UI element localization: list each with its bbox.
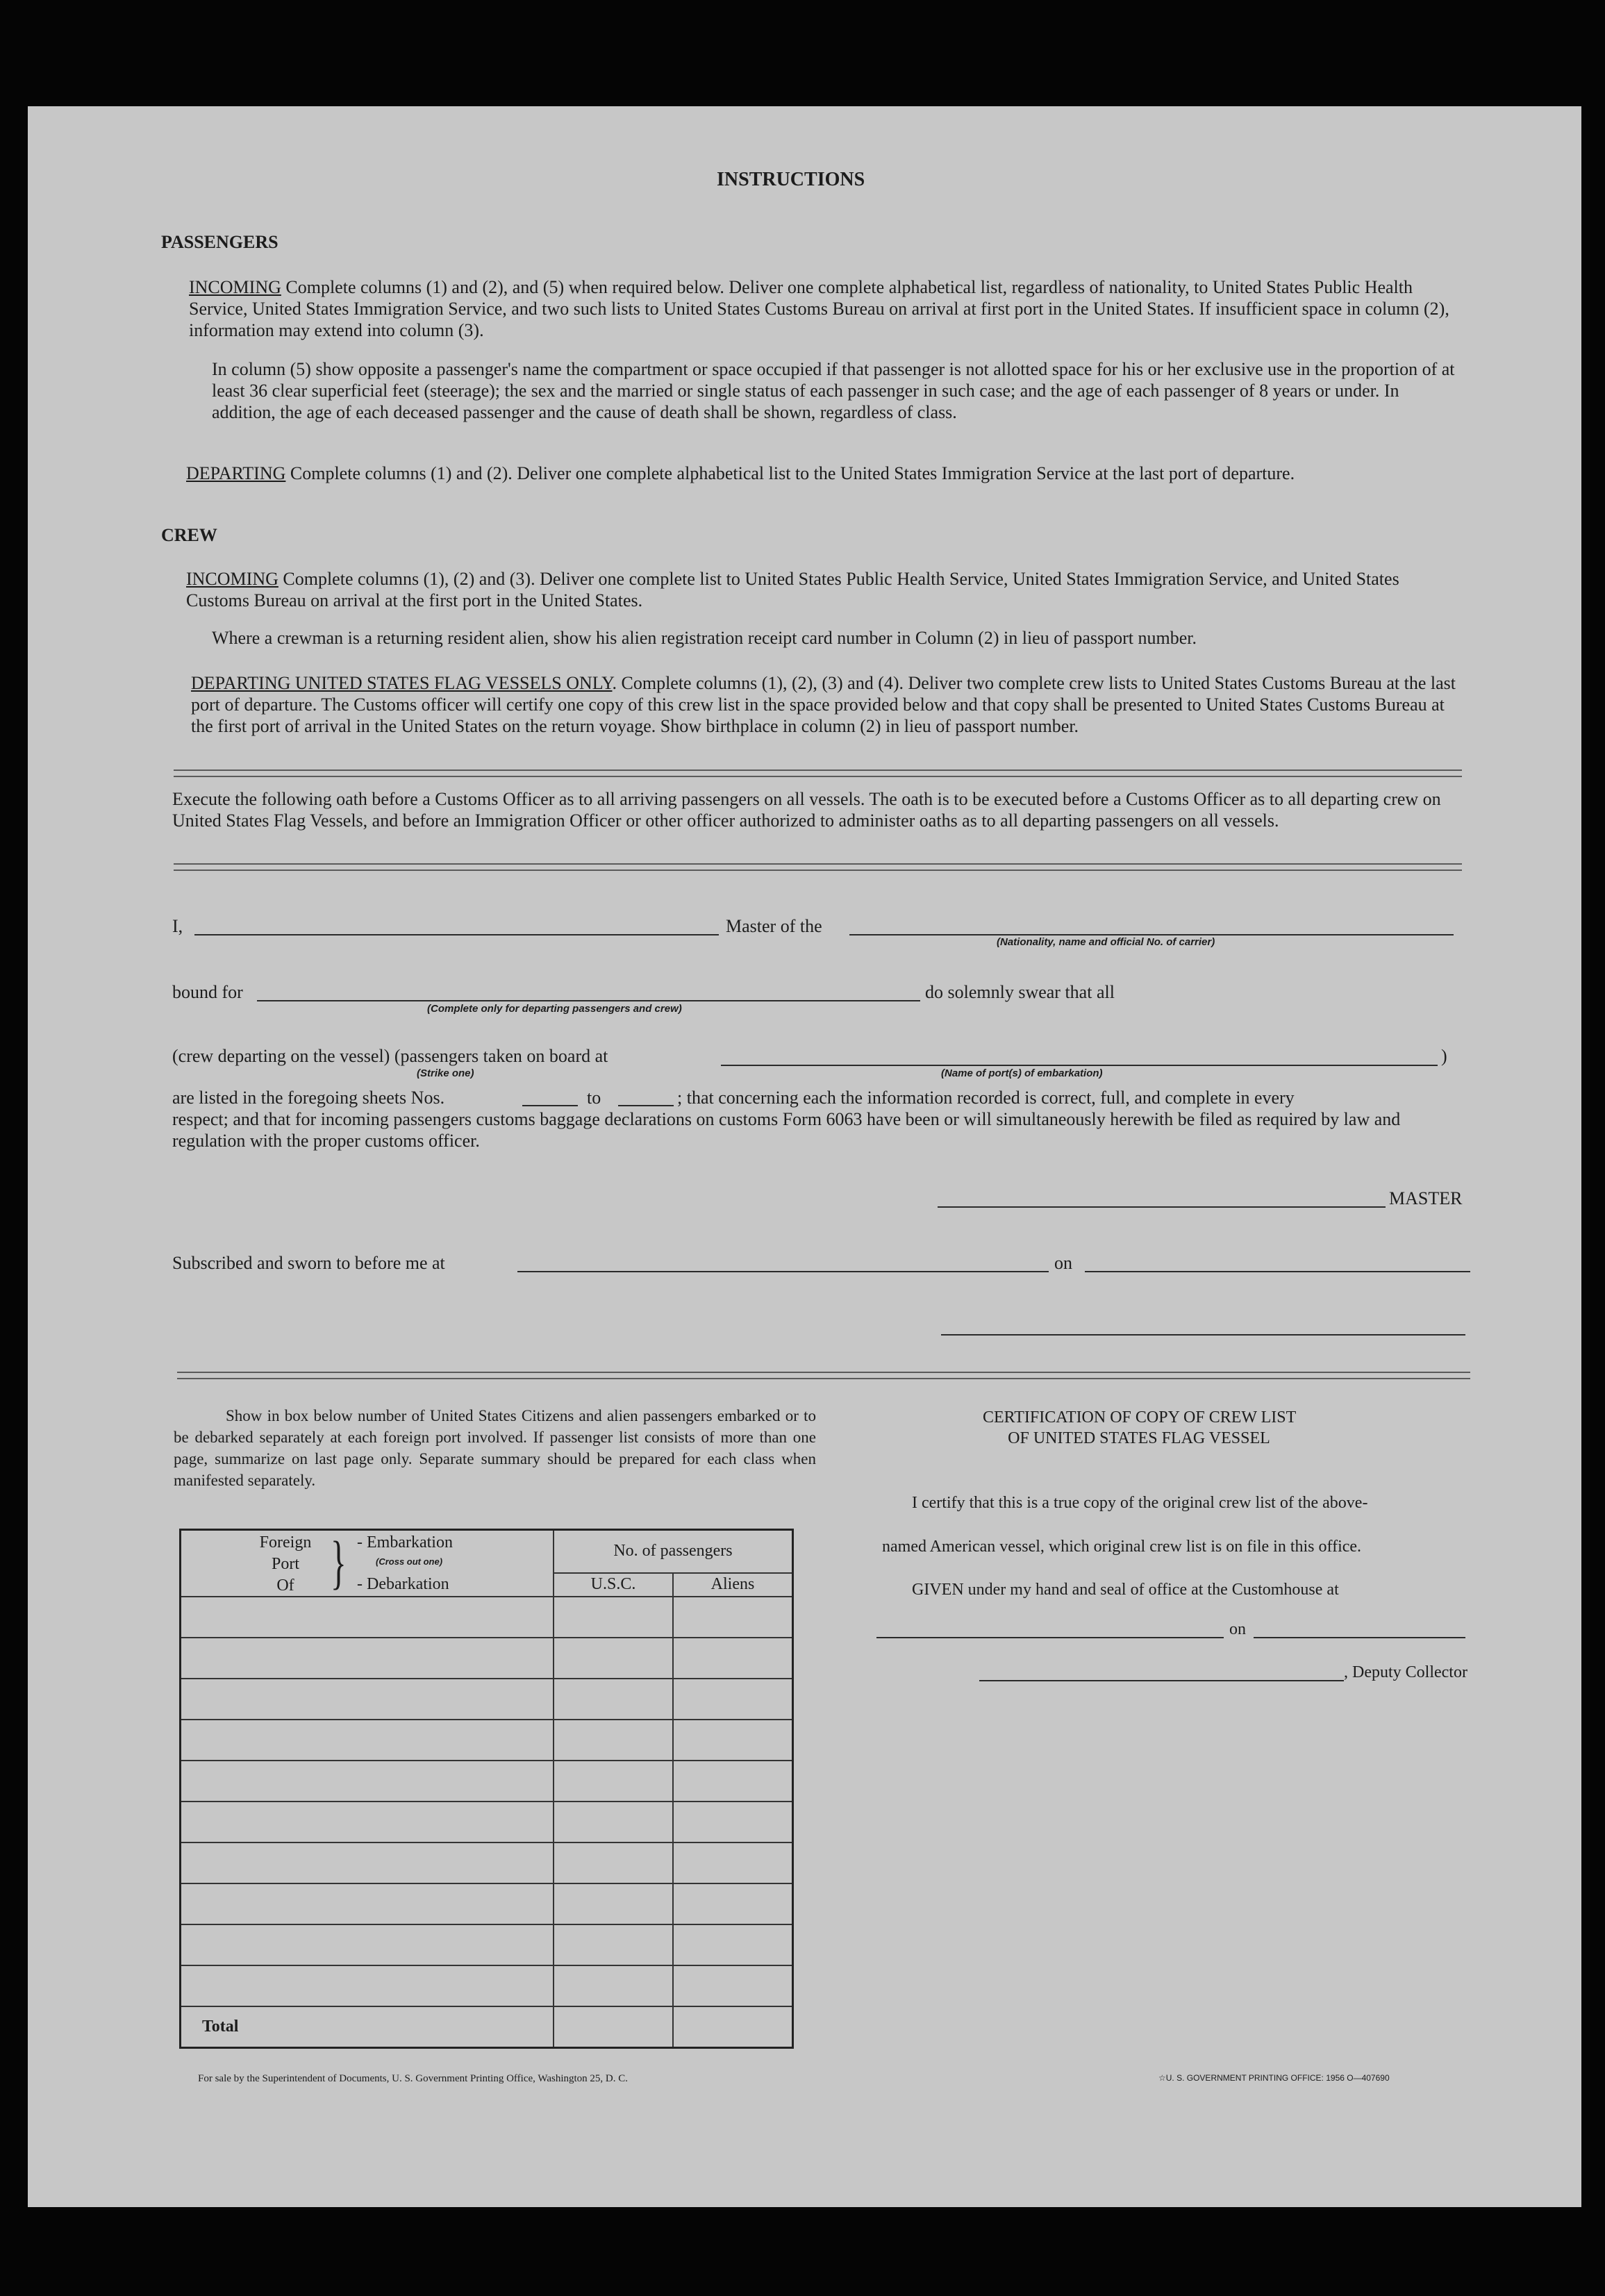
aliens-header: Aliens: [673, 1573, 793, 1597]
usc-cell[interactable]: [554, 1761, 673, 1802]
aliens-cell[interactable]: [673, 1883, 793, 1924]
divider: [174, 863, 1462, 871]
subscribed-place-line[interactable]: [517, 1271, 1049, 1272]
passengers-departing-text: Complete columns (1) and (2). Deliver one complete alphabetical list to the United States Immigration Service at the last port of departure.: [290, 463, 1295, 483]
port-header-text: [258, 1532, 313, 1597]
crew-departing-paragraph: DEPARTING UNITED STATES FLAG VESSELS ONLY. Complete columns (1), (2), (3) and (4). Deliver two complete crew lists to United States Customs Bureau at the last port of departure. The Customs officer will certify one copy of this crew list in the space provided below and that copy shall be presented to United States Customs Bureau at the first port of arrival in the United States on the return voyage. Show birthplace in column (2) in lieu of passport number.: [191, 673, 1456, 736]
deputy-signature-line[interactable]: [979, 1680, 1344, 1681]
port-cell[interactable]: [181, 1802, 554, 1842]
master-label: MASTER: [1389, 1188, 1463, 1208]
usc-cell[interactable]: [554, 1597, 673, 1638]
of-label: Of: [276, 1577, 294, 1595]
form-page: [28, 106, 1581, 2207]
footer-sale-note: For sale by the Superintendent of Documents, U. S. Government Printing Office, Washington 25, D. C.: [198, 2073, 628, 2084]
port-cell[interactable]: [181, 1679, 554, 1720]
certification-date-line[interactable]: [1254, 1637, 1465, 1638]
respect-paragraph: respect; and that for incoming passengers customs baggage declarations on customs Form 6063 have been or will simultaneously herewith be filed as required by law and regulation with the proper customs officer.: [172, 1109, 1401, 1151]
aliens-cell[interactable]: [673, 1597, 793, 1638]
aliens-cell[interactable]: [673, 1761, 793, 1802]
port-header-cell: [181, 1530, 554, 1597]
master-signature-line[interactable]: [938, 1206, 1386, 1208]
certify-line-2: named American vessel, which original crew list is on file in this office.: [882, 1538, 1362, 1556]
foreign-label: Foreign: [259, 1533, 312, 1552]
crew-incoming-label: INCOMING: [186, 569, 278, 589]
certification-title-2: OF UNITED STATES FLAG VESSEL: [1008, 1429, 1270, 1447]
crew-heading: CREW: [161, 525, 217, 545]
port-cell[interactable]: [181, 1597, 554, 1638]
close-paren: ): [1441, 1046, 1447, 1066]
master-of-label: Master of the: [726, 916, 822, 936]
certification-title-1: CERTIFICATION OF COPY OF CREW LIST: [983, 1408, 1297, 1426]
sheet-from-line[interactable]: [522, 1105, 578, 1106]
customhouse-line[interactable]: [876, 1637, 1224, 1638]
subscribed-date-line[interactable]: [1085, 1271, 1470, 1272]
passengers-departing-label: DEPARTING: [186, 463, 286, 483]
swear-label: do solemnly swear that all: [925, 982, 1115, 1002]
bound-for-line[interactable]: [257, 1000, 920, 1001]
carrier-hint: (Nationality, name and official No. of carrier): [997, 936, 1215, 948]
total-usc-cell[interactable]: [554, 2006, 673, 2048]
execute-oath-paragraph: Execute the following oath before a Customs Officer as to all arriving passengers on all vessels. The oath is to be executed before a Customs Officer as to all departing crew on United States Flag Vessels, and before an Immigration Officer or other officer authorized to administer oaths as to all departing passengers on all vessels.: [172, 789, 1441, 831]
passengers-departing-paragraph: [186, 463, 1460, 484]
port-hint: (Name of port(s) of embarkation): [941, 1067, 1103, 1079]
aliens-cell[interactable]: [673, 1802, 793, 1842]
cross-out-hint: (Cross out one): [376, 1556, 443, 1567]
usc-cell[interactable]: [554, 1638, 673, 1679]
crew-departing-label: DEPARTING UNITED STATES FLAG VESSELS ONLY: [191, 673, 613, 693]
aliens-cell[interactable]: [673, 1924, 793, 1965]
usc-cell[interactable]: [554, 1965, 673, 2006]
subscribed-on-label: on: [1054, 1253, 1072, 1273]
divider: [177, 1372, 1470, 1379]
aliens-cell[interactable]: [673, 1638, 793, 1679]
crew-passengers-label: (crew departing on the vessel) (passengers taken on board at: [172, 1046, 608, 1066]
crew-incoming-text: Complete columns (1), (2) and (3). Deliver one complete list to United States Public Health Service, United States Immigration Service, and United States Customs Bureau on arrival at the first port in the United States.: [186, 569, 1399, 610]
aliens-cell[interactable]: [673, 1720, 793, 1761]
carrier-line[interactable]: [849, 934, 1454, 935]
certify-line-1: I certify that this is a true copy of the original crew list of the above-: [912, 1494, 1368, 1512]
passengers-incoming-paragraph: [189, 276, 1460, 341]
usc-cell[interactable]: [554, 1802, 673, 1842]
usc-cell[interactable]: [554, 1720, 673, 1761]
port-cell[interactable]: [181, 1965, 554, 2006]
port-embarkation-line[interactable]: [721, 1065, 1438, 1066]
usc-cell[interactable]: [554, 1924, 673, 1965]
certify-line-3: GIVEN under my hand and seal of office at the Customhouse at: [912, 1581, 1339, 1599]
port-cell[interactable]: [181, 1638, 554, 1679]
officer-signature-line[interactable]: [941, 1334, 1465, 1336]
footer-printing-office: ☆U. S. GOVERNMENT PRINTING OFFICE: 1956 O—407690: [1158, 2073, 1390, 2083]
aliens-cell[interactable]: [673, 1842, 793, 1883]
brace-icon: }: [331, 1529, 347, 1595]
certification-on-label: on: [1229, 1620, 1246, 1638]
usc-cell[interactable]: [554, 1842, 673, 1883]
resident-alien-paragraph: Where a crewman is a returning resident alien, show his alien registration receipt card number in Column (2) in lieu of passport number.: [212, 628, 1197, 648]
sheets-continuation: ; that concerning each the information recorded is correct, full, and complete in every: [677, 1088, 1295, 1108]
passengers-incoming-label: INCOMING: [189, 277, 281, 297]
passenger-summary-table: [179, 1529, 794, 2049]
instructions-title: INSTRUCTIONS: [717, 169, 865, 190]
usc-header: U.S.C.: [554, 1573, 673, 1597]
sheet-to-line[interactable]: [618, 1105, 674, 1106]
port-cell[interactable]: [181, 1924, 554, 1965]
column5-paragraph: In column (5) show opposite a passenger's name the compartment or space occupied if that passenger is not allotted space for his or her exclusive use in the proportion of at least 36 clear superficial feet (steerage); the sex and the married or single status of each passenger in such case; and the age of each passenger of 8 years or under. In addition, the age of each deceased passenger and the cause of death shall be shown, regardless of class.: [212, 359, 1455, 422]
total-label: Total: [181, 2006, 554, 2048]
port-cell[interactable]: [181, 1842, 554, 1883]
total-aliens-cell[interactable]: [673, 2006, 793, 2048]
master-name-line[interactable]: [194, 934, 719, 935]
strike-hint: (Strike one): [417, 1067, 474, 1079]
usc-cell[interactable]: [554, 1883, 673, 1924]
embarkation-label: - Embarkation: [357, 1533, 453, 1552]
usc-cell[interactable]: [554, 1679, 673, 1720]
bound-hint: (Complete only for departing passengers and crew): [427, 1003, 682, 1015]
bound-for-label: bound for: [172, 982, 243, 1002]
sheets-nos-label: are listed in the foregoing sheets Nos.: [172, 1088, 445, 1108]
oath-i-label: I,: [172, 916, 183, 936]
port-cell[interactable]: [181, 1883, 554, 1924]
summary-instructions: Show in box below number of United States Citizens and alien passengers embarked or to be debarked separately at each foreign port involved. If passenger list consists of more than one page, summarize on last page only. Separate summary should be prepared for each class when manifested separately.: [174, 1407, 816, 1489]
passengers-incoming-text: Complete columns (1) and (2), and (5) when required below. Deliver one complete alphabetical list, regardless of nationality, to United States Public Health Service, United States Immigration Service, and two such lists to United States Customs Bureau on arrival at first port in the United States. If insufficient space in column (2), information may extend into column (3).: [189, 277, 1449, 340]
port-label: Port: [271, 1555, 299, 1573]
crew-incoming-paragraph: [186, 568, 1460, 611]
subscribed-label: Subscribed and sworn to before me at: [172, 1253, 445, 1273]
port-cell[interactable]: [181, 1720, 554, 1761]
no-of-passengers-header: No. of passengers: [554, 1530, 793, 1573]
port-cell[interactable]: [181, 1761, 554, 1802]
debarkation-label: - Debarkation: [357, 1575, 449, 1593]
deputy-collector-label: , Deputy Collector: [1344, 1663, 1467, 1681]
aliens-cell[interactable]: [673, 1679, 793, 1720]
divider: [174, 770, 1462, 777]
passengers-heading: PASSENGERS: [161, 232, 278, 252]
aliens-cell[interactable]: [673, 1965, 793, 2006]
crew-departing-text: Complete columns (1), (2), (3) and (4). Deliver two complete crew lists to United States Customs Bureau at the last port of departure. The Customs officer will certify one copy of this crew list in the space provided below and that copy shall be presented to United States Customs Bureau at the first port of arrival in the United States on the return voyage. Show birthplace in column (2) in lieu of passport number.: [191, 673, 1456, 736]
to-label: to: [587, 1088, 601, 1108]
